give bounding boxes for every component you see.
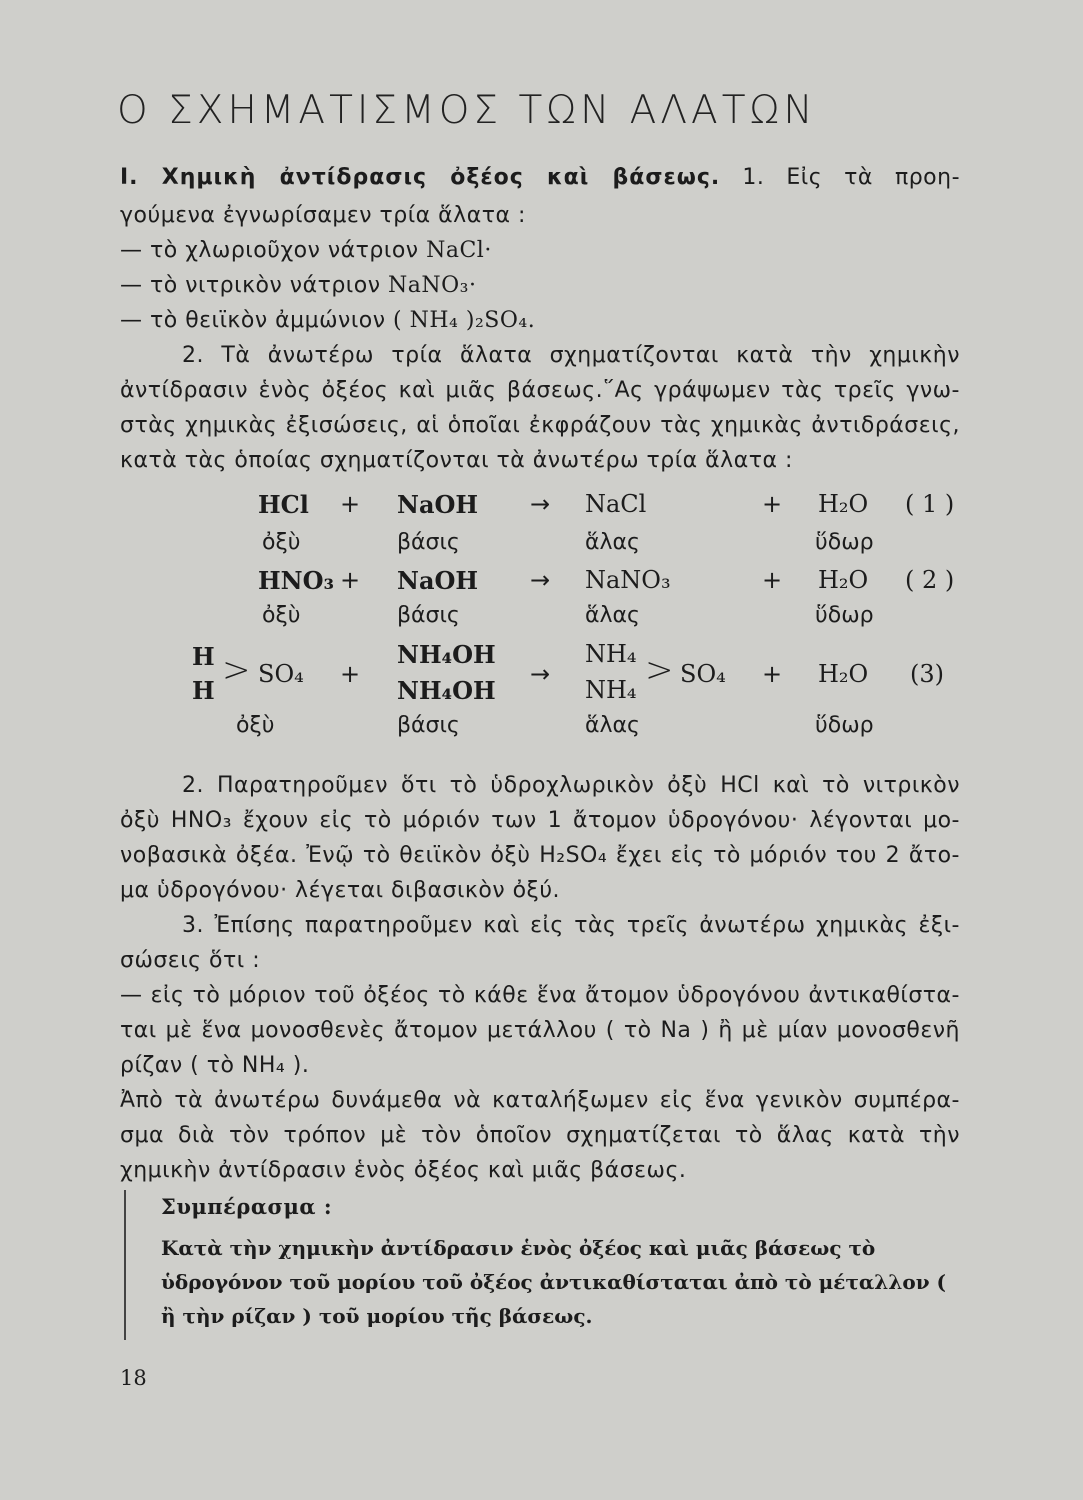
intro-line-b: γούμενα ἐγνωρίσαμεν τρία ἅλατα :: [120, 203, 526, 228]
eq3-acid-ion: SO₄: [258, 660, 304, 688]
para4-line: σμα διὰ τὸν τρόπον μὲ τὸν ὁποῖον σχηματίζεται τὸ ἅλας κατὰ τὴν: [120, 1123, 960, 1148]
para4-line: 3. Ἐπίσης παρατηροῦμεν καὶ εἰς τὰς τρεῖς ἀνωτέρω χημικὰς ἐξι-: [182, 913, 960, 938]
eq3-salt-ion: SO₄: [680, 660, 726, 688]
para4-line: ρίζαν ( τὸ NH₄ ).: [120, 1053, 310, 1078]
salt-list-item: — τὸ χλωριοῦχον νάτριον NaCl·: [120, 238, 492, 263]
water-label: ὕδωρ: [815, 713, 874, 738]
salt-label: ἅλας: [585, 603, 640, 628]
para4-line: σώσεις ὅτι :: [120, 948, 261, 973]
eq3-base-2: NH₄OH: [397, 676, 496, 705]
para3-line: μα ὑδρογόνου· λέγεται διβασικὸν ὀξύ.: [120, 878, 561, 903]
plus-sign: +: [340, 660, 361, 688]
intro-line-a: Εἰς τὰ προη-: [786, 165, 961, 190]
eq2-number: ( 2 ): [905, 566, 955, 594]
para2-line: κατὰ τὰς ὁποίας σχηματίζονται τὰ ἀνωτέρω τρία ἅλατα :: [120, 448, 793, 473]
water-label: ὕδωρ: [815, 603, 874, 628]
eq1-acid: HCl: [258, 490, 309, 519]
eq1-water: H₂O: [818, 490, 869, 518]
plus-sign: +: [340, 566, 361, 594]
para3-line: 2. Παρατηροῦμεν ὅτι τὸ ὑδροχλωρικὸν ὀξὺ HCl καὶ τὸ νιτρικὸν: [182, 773, 960, 798]
eq1-number: ( 1 ): [905, 490, 955, 518]
para2-line: στὰς χημικὰς ἐξισώσεις, αἱ ὁποῖαι ἐκφράζουν τὰς χημικὰς ἀντιδράσεις,: [120, 413, 960, 438]
eq1-salt: NaCl: [585, 490, 647, 518]
conclusion-text: Κατὰ τὴν χημικὴν ἀντίδρασιν ἑνὸς ὀξέος καὶ μιᾶς βάσεως τὸ ὑδρογόνον τοῦ μορίου τοῦ ὀξέος ἀντικαθίσταται ἀπὸ τὸ μέταλλον ( ἢ τὴν ρίζαν ) τοῦ μορίου τῆς βάσεως.: [161, 1236, 946, 1328]
acid-label: ὀξὺ: [262, 530, 301, 555]
arrow-icon: →: [530, 566, 551, 594]
eq3-number: (3): [910, 660, 944, 688]
paragraph-3: [120, 768, 960, 908]
eq3-acid-h2: H: [192, 676, 215, 705]
salt-list-item: — τὸ θειϊκὸν ἀμμώνιον ( NH₄ )₂SO₄.: [120, 308, 536, 333]
base-label: βάσις: [397, 603, 460, 628]
bracket-symbol: >: [645, 650, 674, 690]
para4-line: χημικὴν ἀντίδρασιν ἑνὸς ὀξέος καὶ μιᾶς βάσεως.: [120, 1158, 687, 1183]
section-heading: Ι. Χημικὴ ἀντίδρασις ὀξέος καὶ βάσεως.: [120, 165, 721, 190]
arrow-icon: →: [530, 490, 551, 518]
conclusion-box: [124, 1190, 1001, 1340]
paragraph-4: [120, 908, 960, 1188]
base-label: βάσις: [397, 713, 460, 738]
plus-sign: +: [762, 490, 783, 518]
intro-num: 1.: [742, 165, 765, 190]
plus-sign: +: [762, 566, 783, 594]
water-label: ὕδωρ: [815, 530, 874, 555]
para4-line: ται μὲ ἕνα μονοσθενὲς ἄτομον μετάλλου ( τὸ Na ) ἢ μὲ μίαν μονοσθενῆ: [120, 1018, 960, 1043]
bracket-symbol: >: [222, 650, 251, 690]
eq3-salt-1: NH₄: [585, 640, 637, 668]
eq2-salt: NaNO₃: [585, 566, 671, 594]
eq3-water: H₂O: [818, 660, 869, 688]
conclusion-title: Συμπέρασμα :: [161, 1194, 333, 1219]
plus-sign: +: [340, 490, 361, 518]
salt-label: ἅλας: [585, 713, 640, 738]
para4-line: Ἀπὸ τὰ ἀνωτέρω δυνάμεθα νὰ καταλήξωμεν εἰς ἕνα γενικὸν συμπέρα-: [120, 1088, 960, 1113]
page-title: Ο ΣΧΗΜΑΤΙΣΜΟΣ ΤΩΝ ΑΛΑΤΩΝ: [117, 88, 817, 133]
eq2-base: NaOH: [397, 566, 479, 595]
para4-line: — εἰς τὸ μόριον τοῦ ὀξέος τὸ κάθε ἕνα ἄτομον ὑδρογόνου ἀντικαθίστα-: [120, 983, 960, 1008]
eq3-base-1: NH₄OH: [397, 640, 496, 669]
para2-line: ἀντίδρασιν ἑνὸς ὀξέος καὶ μιᾶς βάσεως.῞Ας γράψωμεν τὰς τρεῖς γνω-: [120, 378, 960, 403]
para2-line: 2. Τὰ ἀνωτέρω τρία ἅλατα σχηματίζονται κατὰ τὴν χημικὴν: [182, 343, 960, 368]
page-number: 18: [120, 1366, 147, 1390]
plus-sign: +: [762, 660, 783, 688]
para3-line: νοβασικὰ ὀξέα. Ἐνῷ τὸ θειϊκὸν ὀξὺ H₂SO₄ ἔχει εἰς τὸ μόριόν του 2 ἄτο-: [120, 843, 960, 868]
eq1-base: NaOH: [397, 490, 479, 519]
eq2-water: H₂O: [818, 566, 869, 594]
salt-label: ἅλας: [585, 530, 640, 555]
base-label: βάσις: [397, 530, 460, 555]
acid-label: ὀξὺ: [236, 713, 275, 738]
para3-line: ὀξὺ HNO₃ ἔχουν εἰς τὸ μόριόν των 1 ἄτομον ὑδρογόνου· λέγονται μο-: [120, 808, 960, 833]
salt-list-item: — τὸ νιτρικὸν νάτριον NaNO₃·: [120, 273, 477, 298]
acid-label: ὀξὺ: [262, 603, 301, 628]
eq3-acid-h1: H: [192, 642, 215, 671]
arrow-icon: →: [530, 660, 551, 688]
eq3-salt-2: NH₄: [585, 676, 637, 704]
eq2-acid: HNO₃: [258, 566, 335, 595]
